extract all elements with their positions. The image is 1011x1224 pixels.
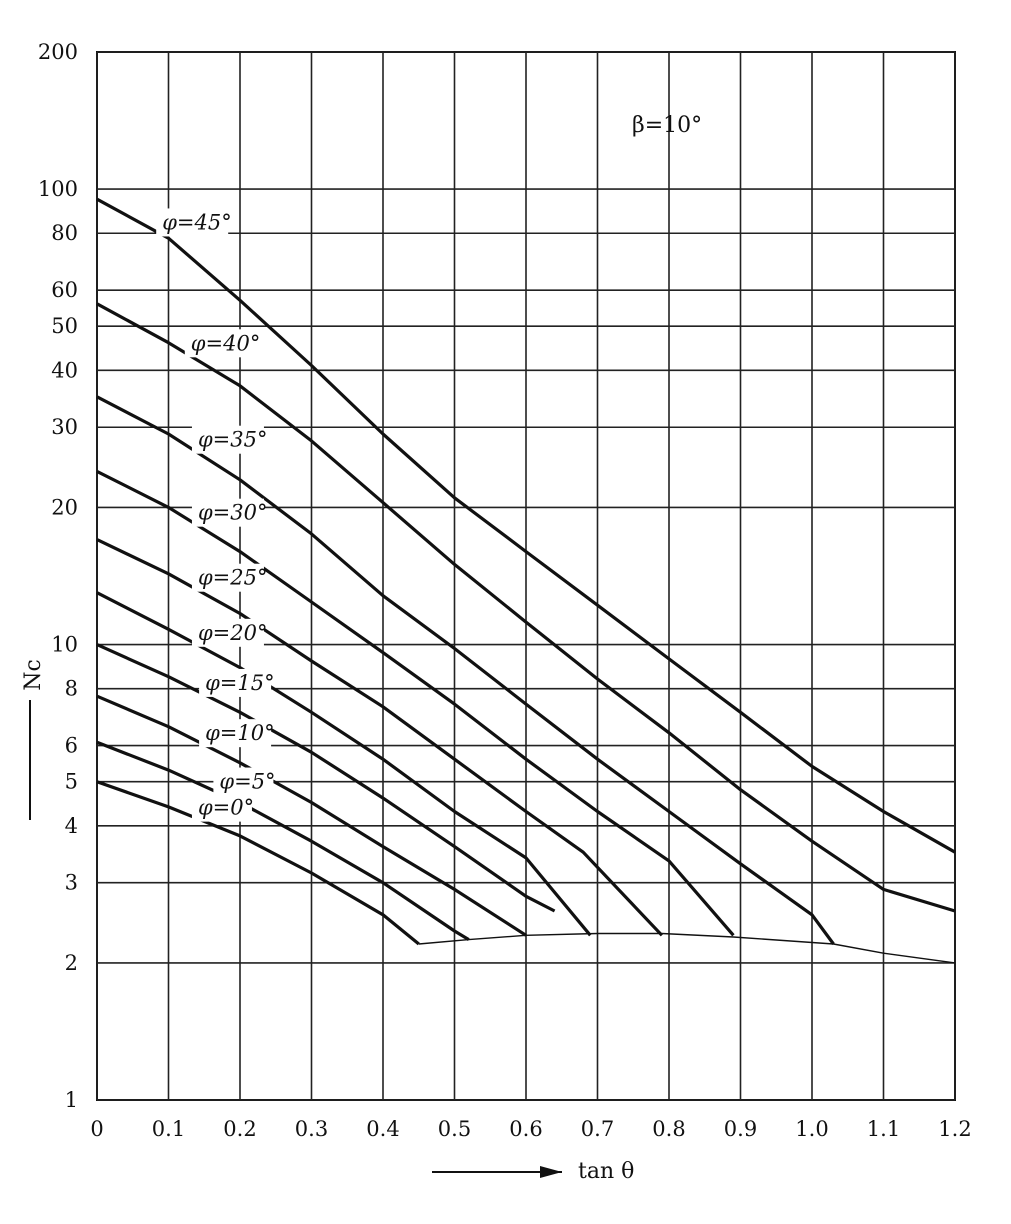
x-tick-label: 0 [90, 1117, 104, 1141]
y-tick-label: 40 [51, 358, 78, 383]
y-tick-label: 6 [64, 733, 78, 758]
curve-label: φ=0° [197, 795, 255, 820]
x-axis-label: tan θ [578, 1159, 635, 1184]
y-tick-label: 50 [51, 314, 78, 339]
x-tick-label: 0.7 [580, 1117, 615, 1141]
x-tick-label: 0.8 [652, 1117, 686, 1141]
y-tick-label: 100 [37, 177, 78, 202]
x-tick-label: 0.3 [294, 1117, 329, 1141]
x-tick-label: 1.0 [795, 1117, 829, 1141]
x-tick-label: 1.2 [938, 1117, 972, 1141]
y-axis-label: Nc [21, 659, 46, 691]
x-tick-label: 0.2 [223, 1117, 257, 1141]
y-tick-label: 2 [64, 950, 78, 975]
x-tick-label: 0.9 [723, 1117, 758, 1141]
curve-label: φ=5° [219, 769, 276, 794]
y-tick-label: 5 [64, 769, 78, 794]
curve-label: φ=15° [205, 670, 275, 695]
curve-label: φ=45° [162, 210, 232, 235]
y-tick-label: 3 [64, 870, 78, 895]
curve-label: φ=20° [197, 620, 268, 645]
curve-label: φ=25° [197, 565, 268, 590]
y-tick-label: 30 [51, 415, 78, 440]
x-tick-label: 0.4 [366, 1117, 400, 1141]
curve-label: φ=10° [205, 721, 275, 746]
x-tick-label: 0.6 [509, 1117, 543, 1141]
beta-annotation: β=10° [632, 113, 703, 138]
y-tick-label: 4 [64, 813, 78, 838]
y-tick-label: 20 [51, 495, 78, 520]
y-tick-label: 60 [51, 278, 78, 303]
y-tick-label: 8 [64, 676, 78, 701]
x-tick-label: 0.5 [437, 1117, 472, 1141]
x-tick-label: 1.1 [866, 1117, 901, 1141]
curve-label: φ=30° [197, 500, 268, 525]
curve-label: φ=35° [197, 427, 268, 452]
curve-label: φ=40° [190, 331, 261, 356]
y-tick-label: 1 [64, 1088, 78, 1112]
x-tick-label: 0.1 [151, 1117, 186, 1141]
y-tick-label: 80 [51, 221, 78, 246]
y-tick-label: 10 [51, 632, 78, 657]
y-tick-label: 200 [37, 40, 78, 64]
